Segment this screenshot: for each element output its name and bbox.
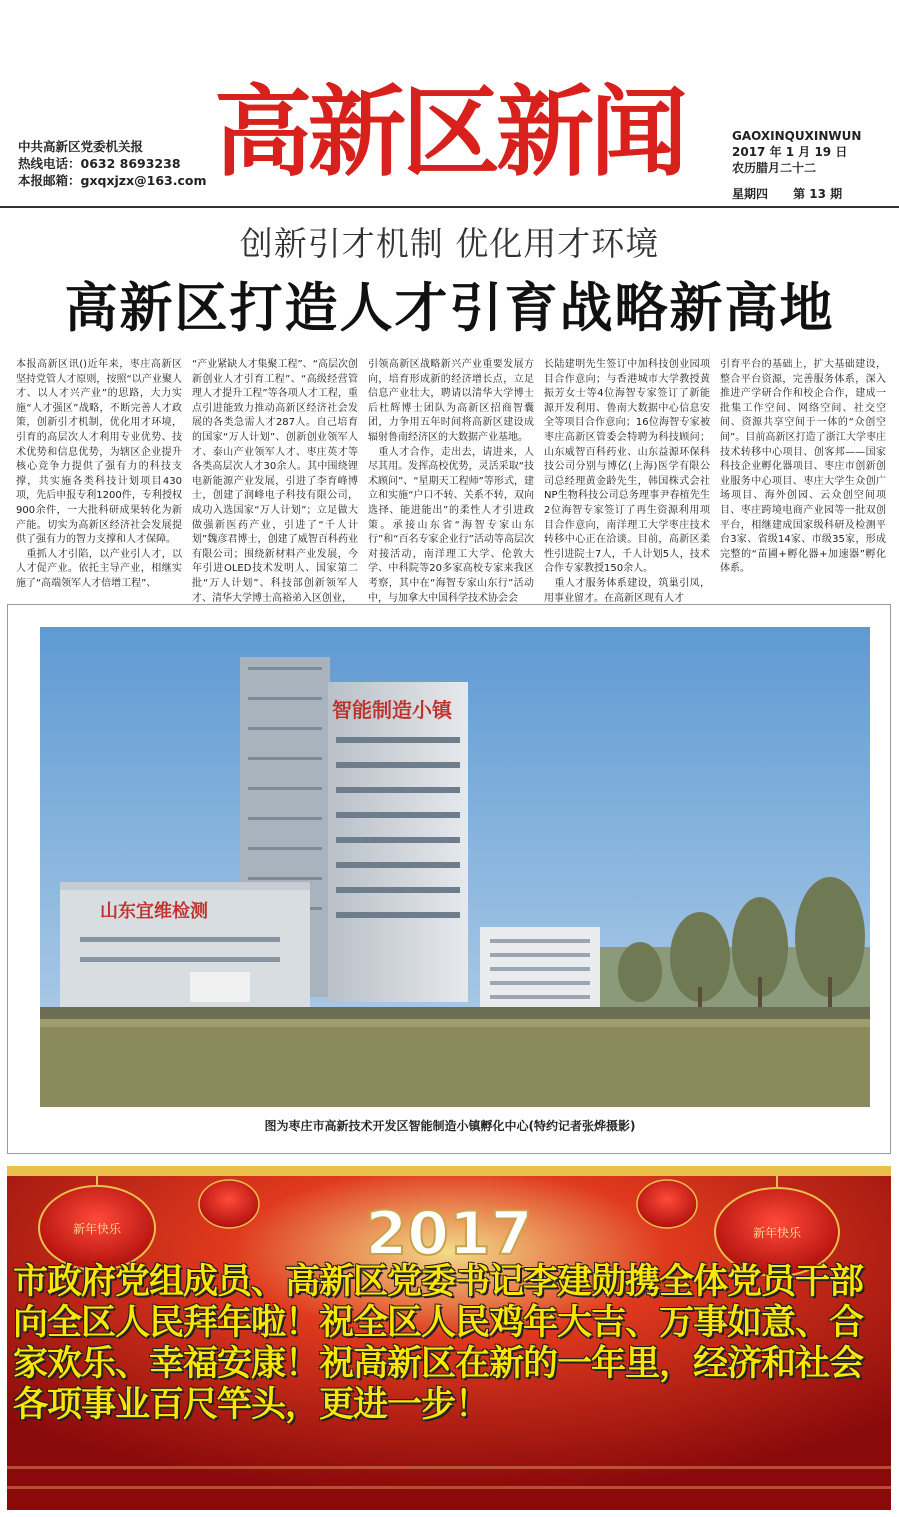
newspaper-title: 高新区新闻	[214, 76, 685, 190]
article-headline: 高新区打造人才引育战略新高地	[64, 278, 835, 339]
masthead-org: 中共高新区党委机关报	[18, 139, 144, 154]
masthead-divider	[0, 206, 899, 208]
masthead-issue-line	[732, 186, 842, 202]
masthead	[0, 0, 899, 208]
masthead-weekday: 星期四	[732, 187, 769, 201]
article-column-5: 引育平台的基础上，扩大基础建设，整合平台资源，完善服务体系，深入推进产学研合作和校企合作，建成一批集工作空间、网络空间、社交空间、资源共享空间于一体的“众创空间”。目前高新区打造了浙江大学枣庄技术转移中心项目、创客邦——国家科技企业孵化器项目、枣庄市创新创业服务中心项目、枣庄大学生众创广场项目、海外创园、云众创空间项目、枣庄跨境电商产业园等一批双创平台，相继建成国家级科研及检测平台3家、省级14家、市级35家，形成完整的“苗圃+孵化器+加速器”孵化体系。	[720, 359, 886, 575]
lantern-center-left	[199, 1180, 259, 1228]
masthead-issue: 第 13 期	[793, 187, 843, 201]
banner-year: 2017	[365, 1199, 533, 1269]
lantern-left-text: 新年快乐	[72, 1222, 122, 1236]
masthead-lunar-date: 农历腊月二十二	[732, 161, 817, 175]
article-column-3: 引领高新区战略新兴产业重要发展方向，培育形成新的经济增长点，立足信息产业壮大，聘请以清华大学博士后杜辉博士团队为高新区招商智囊团，力争用五年时间将高新区建设成辐射鲁南经济区的大数据产业基地。 重人才合作，走出去，请进来，人尽其用。发挥高校优势，灵活采取“技术顾问”、“星期天工程师”等形式，建立和实施“户口不转、关系不转，双向选择、能进能出”的柔性人才引进政策。承接山东省“海智专家山东行”和“百名专家企业行”活动等高层次对接活动，南洋理工大学、伦敦大学、中科院等20多家高校专家来我区考察，其中在“海智专家山东行”活动中，与加拿大中国科学技术协会会	[368, 359, 534, 604]
article-column-1: 本报高新区讯()近年来，枣庄高新区坚持党管人才原则，按照“以产业聚人才、以人才兴产业”的思路，大力实施“人才强区”战略，不断完善人才政策，创新引才机制，优化用才环境，引育的高层次人才利用专业优势、技术优势和信息优势，为辖区企业提升核心竞争力提供了强有力的科技支撑，共实施各类科技计划项目430项，先后申报专利1200件，专利授权900余件，一大批科研成果转化为新产能。切实为高新区经济社会发展提供了强有力的智力支撑和人才保障。 重抓人才引陷，以产业引人才，以人才促产业。依托主导产业，相继实施了“高端领军人才倍增工程”、	[16, 359, 182, 589]
article-column-4: 长陆建明先生签订中加科技创业园项目合作意向；与香港城市大学教授黄振芳女士等4位海智专家签订了新能源开发利用、鲁南大数据中心信息安全等项目合作意向；16位海智专家被枣庄高新区管委会特聘为科技顾问；山东威智百科药业、山东益源环保科技公司分别与博亿(上海)医学有限公司总经理黄金龄先生，韩国株式会社NP生物科技公司总务理事尹春植先生2位海智专家签订了再生资源利用项目合作意向，南洋理工大学枣庄技术转移中心正在洽谈。目前，高新区柔性引进院士7人，千人计划5人，技术合作专家教授150余人。 重人才服务体系建设，筑巢引凤，用事业留才。在高新区现有人才	[544, 359, 710, 604]
building-photo	[40, 627, 870, 1107]
lantern-right-text: 新年快乐	[752, 1226, 802, 1240]
photo-frame	[7, 604, 891, 1154]
masthead-date: 2017 年 1 月 19 日	[732, 145, 848, 159]
lower-building-sign: 山东宜维检测	[100, 901, 208, 922]
masthead-info-right	[732, 128, 862, 201]
masthead-phone: 热线电话：0632 8693238	[18, 156, 181, 171]
banner-greeting: 市政府党组成员、高新区党委书记李建勋携全体党员干部向全区人民拜年啦！祝全区人民鸡年大吉、万事如意、合家欢乐、幸福安康！祝高新区在新的一年里，经济和社会各项事业百尺竿头，更进一步！	[13, 1262, 864, 1425]
new-year-banner	[7, 1166, 891, 1510]
masthead-info-left	[18, 138, 207, 189]
building-sign: 智能制造小镇	[332, 698, 452, 722]
lantern-center-right	[637, 1180, 697, 1228]
article-kicker: 创新引才机制 优化用才环境	[239, 224, 660, 263]
masthead-email: 本报邮箱：gxqxjzx@163.com	[18, 173, 207, 188]
photo-caption: 图为枣庄市高新技术开发区智能制造小镇孵化中心(特约记者张烨摄影)	[264, 1119, 636, 1133]
masthead-pinyin: GAOXINQUXINWUN	[732, 129, 862, 143]
article-body	[16, 358, 886, 604]
article-column-2: “产业紧缺人才集聚工程”、“高层次创新创业人才引育工程”、“高级经营管理人才提升工程”等各项人才工程，重点引进能致力推动高新区经济社会发展的各类急需人才287人。自己培育的国家“万人计划”、创新创业领军人才、泰山产业领军人才、枣庄英才等各类高层次人才30余人。其中围绕锂电新能源产业发展，引进了李育峰博士，创建了润峰电子科技有限公司，成功入选国家“万人计划”；立足做大做强新医药产业，引进了“千人计划”魏彦君博士，创建了威智百科药业有限公司；围绕新材料产业发展，今年引进OLED技术发明人、国家第二批“万人计划”、科技部创新领军人才、清华大学博士高裕弟入区创业，	[192, 359, 358, 604]
building-photo-illustration	[40, 627, 870, 1107]
